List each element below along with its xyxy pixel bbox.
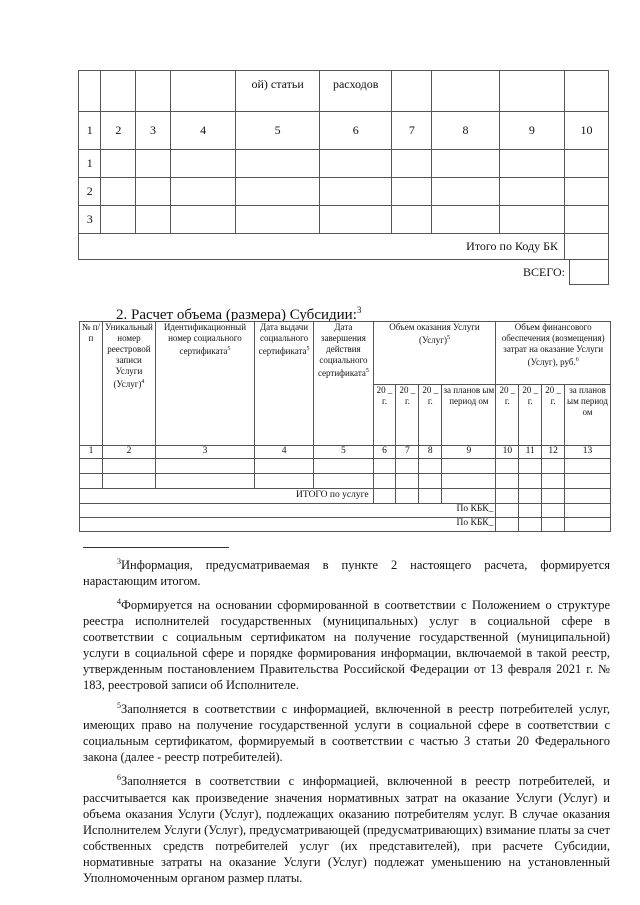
year-cell: 20 _ г. [373, 385, 396, 446]
table-cell[interactable] [155, 473, 254, 488]
year-cell: 20 _ г. [496, 385, 519, 446]
table-cell[interactable] [319, 206, 392, 234]
year-cell: 20 _ г. [519, 385, 542, 446]
footnote-number: 5 [117, 701, 121, 711]
table1-col-number: 4 [170, 112, 235, 150]
table1-header-cell [101, 71, 136, 112]
table2-col-number: 3 [155, 446, 254, 459]
total-bk-label: Итого по Коду БК [79, 234, 565, 260]
table-cell[interactable] [496, 458, 519, 473]
table-cell[interactable] [101, 178, 136, 206]
table2-col-number: 7 [396, 446, 419, 459]
table1-col-number: 1 [79, 112, 101, 150]
table2-col-number: 8 [419, 446, 442, 459]
table-cell[interactable] [319, 178, 392, 206]
footnote-text: Заполняется в соответствии с информацией, включенной в реестр потребителей, и рассчитывается как произведение значения нормативных затрат на оказание Услуги (Услуг) и объема оказания Услуги (Услуг), подлежащих оказанию потребителям услуг. В случае оказания Исполнителем Услуги (Услуг), предусматривающей (предусматривающих) взимание платы за счет собственных средств потребителей услуг (их представителей), при расчете Субсидии, нормативные затраты на оказание Услуги (Услуг) подлежат уменьшению на установленный Уполномоченным органом размер платы. [83, 774, 610, 885]
table1-col-number: 3 [136, 112, 171, 150]
grand-total-value[interactable] [569, 260, 609, 285]
table-cell[interactable] [565, 488, 611, 503]
table-cell[interactable] [542, 488, 565, 503]
footnote-ref: 4 [141, 379, 145, 385]
table-cell[interactable] [542, 458, 565, 473]
table-cell[interactable] [136, 150, 171, 178]
table-1 [78, 70, 609, 260]
footnote-ref: 5 [446, 335, 450, 341]
year-cell: 20 _ г. [542, 385, 565, 446]
footnote-ref: 5 [306, 346, 310, 352]
table-cell[interactable] [373, 488, 396, 503]
table-cell[interactable] [170, 178, 235, 206]
footnote-number: 4 [117, 597, 121, 607]
table-cell[interactable] [419, 458, 442, 473]
table-cell[interactable] [396, 473, 419, 488]
table1-col-number: 2 [101, 112, 136, 150]
table-cell[interactable] [373, 458, 396, 473]
table1-header-fragment: ой) статьи [236, 71, 320, 112]
table-row [79, 206, 609, 234]
table-cell[interactable] [519, 517, 542, 531]
table-cell[interactable] [442, 458, 496, 473]
table1-header-fragment: расходов [319, 71, 392, 112]
itogo-row [80, 488, 611, 503]
footnotes [83, 554, 610, 891]
table-cell[interactable] [392, 150, 432, 178]
row-number: 1 [79, 150, 101, 178]
table2-col-number: 9 [442, 446, 496, 459]
table1-col-number: 7 [392, 112, 432, 150]
table-cell[interactable] [519, 458, 542, 473]
footnote-text: Заполняется в соответствии с информацией, включенной в реестр потребителей услуг, имеющих право на получение государственной услуги в социальной сфере в соответствии с социальным сертификатом, формируемый в соответствии с частью 3 статьи 20 Федерального закона (далее - реестр потребителей). [83, 702, 610, 765]
table-row [80, 473, 611, 488]
footnote [83, 770, 610, 885]
table1-col-number: 6 [319, 112, 392, 150]
table-cell[interactable] [314, 473, 373, 488]
table-cell[interactable] [101, 206, 136, 234]
table-cell[interactable] [565, 503, 611, 517]
table2-col-number: 13 [565, 446, 611, 459]
table-cell[interactable] [542, 503, 565, 517]
table-cell[interactable] [519, 503, 542, 517]
total-bk-value[interactable] [565, 234, 609, 260]
table-cell[interactable] [499, 206, 564, 234]
footnote [83, 554, 610, 589]
table1-col-number: 8 [432, 112, 499, 150]
footnote [83, 698, 610, 765]
table-cell[interactable] [396, 488, 419, 503]
footnote-separator [83, 547, 229, 548]
table-cell[interactable] [373, 473, 396, 488]
table1-header-cell [170, 71, 235, 112]
planned-period-cell: за планов ым период ом [442, 385, 496, 446]
row-number: 3 [79, 206, 101, 234]
table2-col-number: 4 [254, 446, 313, 459]
table1-header-cell [79, 71, 101, 112]
table-cell[interactable] [80, 473, 103, 488]
col-volume-header [373, 322, 496, 385]
table-cell[interactable] [432, 150, 499, 178]
table-row [80, 458, 611, 473]
table-cell[interactable] [542, 473, 565, 488]
table2-col-number: 5 [314, 446, 373, 459]
table-cell[interactable] [565, 473, 611, 488]
table1-header-cell [136, 71, 171, 112]
kbk-row [80, 503, 611, 517]
footnote-number: 3 [117, 557, 121, 566]
table-cell[interactable] [254, 473, 313, 488]
table2-col-number: 2 [102, 446, 155, 459]
table-cell[interactable] [236, 150, 320, 178]
col-unique-label: Уникальный номер реестровой записи Услуги (Услуг) [105, 322, 153, 389]
table-cell[interactable] [565, 517, 611, 531]
footnote-text: Формируется на основании сформированной в соответствии с Положением о структуре реестра исполнителей государственных (муниципальных) услуг в социальной сфере в соответствии с социальным сертификатом на получение государственной (муниципальной) услуги в социальной сфере и порядке формирования информации, включаемой в такой реестр, утвержденным постановлением Правительства Российской Федерации от 13 февраля 2021 г. № 183, реестровой записи об Исполнителе. [83, 598, 610, 693]
table-cell[interactable] [496, 473, 519, 488]
table2-col-number: 6 [373, 446, 396, 459]
table-cell[interactable] [392, 178, 432, 206]
table-cell[interactable] [496, 517, 519, 531]
table-2 [79, 321, 611, 532]
table-cell[interactable] [519, 488, 542, 503]
footnote-ref: 3 [356, 305, 362, 315]
table1-header-cell [565, 71, 609, 112]
table-cell[interactable] [236, 206, 320, 234]
table2-col-number: 12 [542, 446, 565, 459]
table-cell[interactable] [170, 206, 235, 234]
footnote-ref: 5 [227, 346, 231, 352]
table-cell[interactable] [565, 150, 609, 178]
table1-col-number: 9 [499, 112, 564, 150]
footnote-text: Информация, предусматриваемая в пункте 2 настоящего расчета, формируется нарастающим итогом. [83, 558, 610, 589]
kbk-label: По КБК_ [80, 517, 496, 531]
table-cell[interactable] [170, 150, 235, 178]
table-cell[interactable] [432, 178, 499, 206]
table-cell[interactable] [136, 206, 171, 234]
row-number: 2 [79, 178, 101, 206]
col-end-label: Дата завершения действия социального сертификата [317, 322, 368, 378]
table-cell[interactable] [155, 458, 254, 473]
kbk-label: По КБК_ [80, 503, 496, 517]
footnote-ref: 6 [575, 357, 579, 363]
kbk-row [80, 517, 611, 531]
table-cell[interactable] [396, 458, 419, 473]
table-cell[interactable] [102, 473, 155, 488]
table1-header-cell [432, 71, 499, 112]
itogo-label: ИТОГО по услуге [80, 488, 374, 503]
table2-col-number: 11 [519, 446, 542, 459]
table-cell[interactable] [392, 206, 432, 234]
table-cell[interactable] [442, 473, 496, 488]
table-cell[interactable] [236, 178, 320, 206]
col-issue-header [254, 322, 313, 446]
table-cell[interactable] [432, 206, 499, 234]
table-cell[interactable] [499, 150, 564, 178]
table1-header-cell [499, 71, 564, 112]
col-issue-label: Дата выдачи социального сертификата [258, 322, 309, 356]
table-cell[interactable] [442, 488, 496, 503]
footnote-ref: 5 [365, 368, 369, 374]
table-cell[interactable] [254, 458, 313, 473]
table-cell[interactable] [565, 178, 609, 206]
footnote-number: 6 [117, 773, 121, 783]
table-cell[interactable] [319, 150, 392, 178]
table-cell[interactable] [314, 458, 373, 473]
col-num-header: № п/ п [80, 322, 103, 446]
table-cell[interactable] [519, 473, 542, 488]
table-cell[interactable] [136, 178, 171, 206]
table-cell[interactable] [496, 503, 519, 517]
table-cell[interactable] [565, 206, 609, 234]
table-row [79, 150, 609, 178]
table-cell[interactable] [419, 488, 442, 503]
col-cert-id-label: Идентификационный номер социального сертификата [163, 322, 247, 356]
table1-col-number: 5 [236, 112, 320, 150]
total-bk-row [79, 234, 609, 260]
col-end-header [314, 322, 373, 446]
col-cert-id-header [155, 322, 254, 446]
table1-col-number: 10 [565, 112, 609, 150]
table-cell[interactable] [101, 150, 136, 178]
col-finance-header [496, 322, 611, 385]
grand-total-row [509, 260, 609, 285]
table-cell[interactable] [496, 488, 519, 503]
col-unique-header [102, 322, 155, 446]
col-finance-label: Объем финансового обеспечения (возмещения) затрат на оказание Услуги (Услуг), руб. [501, 322, 605, 367]
table1-header-cell [392, 71, 432, 112]
table-cell[interactable] [565, 458, 611, 473]
year-cell: 20 _ г. [396, 385, 419, 446]
planned-period-cell: за планов ым период ом [565, 385, 611, 446]
section-title-text: 2. Расчет объема (размера) Субсидии: [116, 307, 357, 323]
table-cell[interactable] [419, 473, 442, 488]
table-cell[interactable] [542, 517, 565, 531]
table-cell[interactable] [499, 178, 564, 206]
table2-col-number: 10 [496, 446, 519, 459]
grand-total-label: ВСЕГО: [523, 265, 565, 279]
table-row [79, 178, 609, 206]
table-cell[interactable] [102, 458, 155, 473]
col-volume-label: Объем оказания Услуги (Услуг) [389, 322, 480, 345]
table-cell[interactable] [80, 458, 103, 473]
year-cell: 20 _ г. [419, 385, 442, 446]
table2-col-number: 1 [80, 446, 103, 459]
footnote [83, 594, 610, 693]
